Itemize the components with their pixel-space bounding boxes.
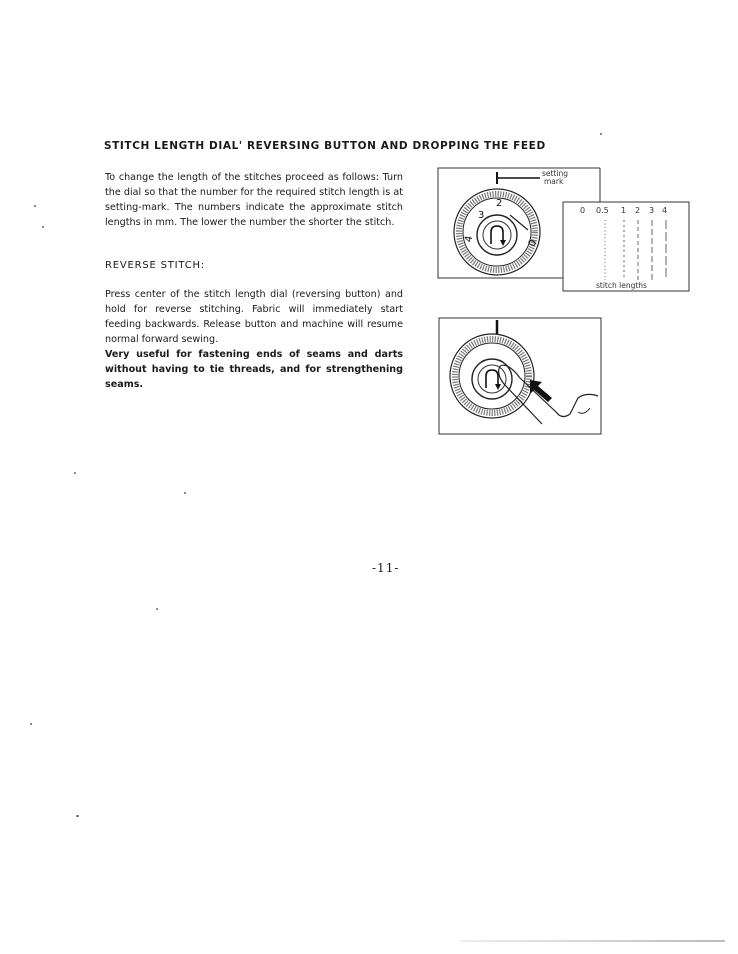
dial-number-3: 3 <box>478 210 485 221</box>
reverse-stitch-title: REVERSE STITCH: <box>105 260 206 271</box>
scan-speck <box>42 226 44 228</box>
stitch-length-scale <box>563 202 689 291</box>
dial-number-0: 0 <box>526 238 540 249</box>
scan-speck <box>34 205 36 207</box>
dial-number-4: 4 <box>463 234 476 244</box>
stitch-length-dial-figure <box>430 160 700 300</box>
scale-label-4: 4 <box>662 206 668 215</box>
stitch-length-paragraph: To change the length of the stitches proceed as follows: Turn the dial so that the number for the required stitch length is at setting-mark. The numbers indicate the approximate stitch lengths in mm. The lower the number the shorter the stitch. <box>105 172 403 228</box>
reverse-paragraph-1: Press center of the stitch length dial (reversing button) and hold for reverse stitching. Fabric will immediately start feeding backwards. Release button and machine will resume normal forward sewing. <box>105 289 403 345</box>
scan-speck <box>156 608 158 610</box>
setting-mark-icon <box>497 172 540 184</box>
reverse-stitch-instructions <box>105 287 403 392</box>
setting-mark-label-2: mark <box>544 177 564 186</box>
stitch-length-instructions <box>105 170 403 230</box>
scan-speck <box>76 815 79 817</box>
setting-mark-label-1: setting <box>542 169 569 178</box>
scale-label-0: 0 <box>580 206 586 215</box>
scan-speck <box>30 723 32 725</box>
section-title: STITCH LENGTH DIAL' REVERSING BUTTON AND DROPPING THE FEED <box>104 140 546 152</box>
page-number: -11- <box>372 561 400 575</box>
reverse-paragraph-2: Very useful for fastening ends of seams and darts without having to tie threads, and for strengthening seams. <box>105 349 403 390</box>
scan-speck <box>184 492 186 494</box>
dial-number-2: 2 <box>496 198 503 209</box>
reverse-button-figure <box>438 316 604 438</box>
scan-speck <box>600 133 602 135</box>
stitch-length-dial <box>450 334 534 418</box>
scale-label-0-5: 0.5 <box>596 206 609 215</box>
scale-caption: stitch lengths <box>596 281 647 290</box>
scale-label-1: 1 <box>621 206 627 215</box>
scan-edge <box>460 940 725 942</box>
scale-label-2: 2 <box>635 206 641 215</box>
scale-label-3: 3 <box>649 206 655 215</box>
scan-speck <box>74 472 76 474</box>
